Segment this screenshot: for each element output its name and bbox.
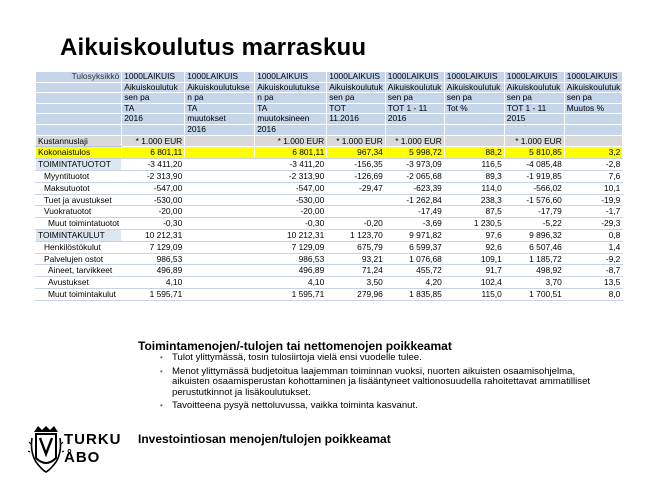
header-cell <box>504 124 564 135</box>
section-heading-investment: Investointiosan menojen/tulojen poikkeamat <box>138 432 391 446</box>
header-cell: Aikuiskoulutuk <box>385 82 444 93</box>
header-cell: sen pa <box>564 93 623 104</box>
header-cell: 1000LAIKUIS <box>185 72 255 83</box>
header-cell <box>122 124 185 135</box>
table-cell: 3,2 <box>564 147 623 159</box>
header-cell <box>327 124 386 135</box>
table-cell: 0,8 <box>564 229 623 241</box>
table-cell: -2 313,90 <box>122 170 185 182</box>
table-row <box>36 194 623 206</box>
table-cell: 114,0 <box>444 182 504 194</box>
table-cell: 10 212,31 <box>122 229 185 241</box>
table-cell: 6 599,37 <box>385 241 444 253</box>
unit-row <box>36 135 623 147</box>
header-cell <box>444 114 504 125</box>
table-cell: -1,7 <box>564 206 623 218</box>
table-cell: -2,8 <box>564 159 623 171</box>
table-cell: 91,7 <box>444 265 504 277</box>
logo-line-turku: TURKU <box>64 431 122 448</box>
bullet-icon: • <box>160 353 163 362</box>
table-cell: -156,35 <box>327 159 386 171</box>
table-row <box>36 253 623 265</box>
header-cell: Aikuiskoulutukse <box>185 82 255 93</box>
table-cell: 279,96 <box>327 288 386 300</box>
header-cell <box>564 124 623 135</box>
logo-line-abo: ÅBO <box>64 449 101 466</box>
header-cell: Tot % <box>444 103 504 114</box>
table-cell: -126,69 <box>327 170 386 182</box>
header-cell: Aikuiskoulutuk <box>444 82 504 93</box>
table-cell: -1 919,85 <box>504 170 564 182</box>
header-row-label <box>36 114 122 125</box>
table-cell: 6 801,11 <box>122 147 185 159</box>
table-cell: -3 973,09 <box>385 159 444 171</box>
unit-cell: * 1.000 EUR <box>327 135 386 147</box>
row-label: TOIMINTAKULUT <box>36 229 122 241</box>
header-cell: 1000LAIKUIS <box>564 72 623 83</box>
table-cell: 7,6 <box>564 170 623 182</box>
table-row <box>36 229 623 241</box>
table-cell: 88,2 <box>444 147 504 159</box>
unit-row-label: Kustannuslaji <box>36 135 122 147</box>
table-cell <box>185 277 255 289</box>
table-cell: 4,10 <box>122 277 185 289</box>
header-cell: muutokset <box>185 114 255 125</box>
table-cell <box>185 288 255 300</box>
row-label: Palvelujen ostot <box>36 253 122 265</box>
table-cell: -566,02 <box>504 182 564 194</box>
row-label: Myyntituotot <box>36 170 122 182</box>
header-cell: 1000LAIKUIS <box>122 72 185 83</box>
header-cell: TOT 1 - 11 <box>385 103 444 114</box>
table-cell: 10 212,31 <box>255 229 327 241</box>
table-cell: 3,70 <box>504 277 564 289</box>
header-cell: Aikuiskoulutuk <box>122 82 185 93</box>
header-cell: muutoksineen <box>255 114 327 125</box>
header-row-label: Tulosyksikkö <box>36 72 122 83</box>
table-row <box>36 147 623 159</box>
table-cell: -530,00 <box>255 194 327 206</box>
unit-cell: * 1.000 EUR <box>255 135 327 147</box>
header-cell: 1000LAIKUIS <box>255 72 327 83</box>
header-cell: 2015 <box>504 114 564 125</box>
section-heading-operating: Toimintamenojen/-tulojen tai nettomenojen poikkeamat <box>138 339 452 353</box>
table-cell: -29,3 <box>564 218 623 230</box>
row-label: Avustukset <box>36 277 122 289</box>
header-cell: TOT 1 - 11 <box>504 103 564 114</box>
bullet-text: Tavoitteena pysyä nettoluvussa, vaikka toiminta kasvanut. <box>172 400 418 412</box>
table-cell: 1 595,71 <box>255 288 327 300</box>
table-cell: 986,53 <box>122 253 185 265</box>
table-cell: 92,6 <box>444 241 504 253</box>
row-label: Vuokratuotot <box>36 206 122 218</box>
table-cell: 5 998,72 <box>385 147 444 159</box>
table-cell: 1 185,72 <box>504 253 564 265</box>
table-cell: -2 313,90 <box>255 170 327 182</box>
table-cell: 87,5 <box>444 206 504 218</box>
header-cell: sen pa <box>504 93 564 104</box>
header-cell: 2016 <box>385 114 444 125</box>
header-cell: sen pa <box>327 93 386 104</box>
table-cell: -20,00 <box>122 206 185 218</box>
table-row <box>36 241 623 253</box>
table-cell <box>185 265 255 277</box>
table-cell <box>327 206 386 218</box>
table-cell <box>185 241 255 253</box>
table-cell: -17,49 <box>385 206 444 218</box>
header-row-label <box>36 103 122 114</box>
header-cell: TA <box>122 103 185 114</box>
header-cell: 11.2016 <box>327 114 386 125</box>
table-header-row <box>36 93 623 104</box>
header-cell: sen pa <box>122 93 185 104</box>
table-header-row <box>36 114 623 125</box>
table-cell <box>185 159 255 171</box>
unit-cell <box>185 135 255 147</box>
table-cell: 3,50 <box>327 277 386 289</box>
table-cell: 967,34 <box>327 147 386 159</box>
unit-cell: * 1.000 EUR <box>385 135 444 147</box>
table-cell: -20,00 <box>255 206 327 218</box>
unit-cell <box>444 135 504 147</box>
table-cell: -530,00 <box>122 194 185 206</box>
row-label: Henkilöstökulut <box>36 241 122 253</box>
row-label: Maksutuotot <box>36 182 122 194</box>
header-cell: TA <box>255 103 327 114</box>
table-cell: 6 801,11 <box>255 147 327 159</box>
table-cell: 1 123,70 <box>327 229 386 241</box>
table-cell: 7 129,09 <box>122 241 185 253</box>
header-cell: 1000LAIKUIS <box>327 72 386 83</box>
table-cell: -9,2 <box>564 253 623 265</box>
table-row <box>36 206 623 218</box>
table-cell <box>185 170 255 182</box>
header-row-label <box>36 82 122 93</box>
table-cell: -2 065,68 <box>385 170 444 182</box>
table-cell: 4,20 <box>385 277 444 289</box>
header-cell: 1000LAIKUIS <box>385 72 444 83</box>
table-cell: -4 085,48 <box>504 159 564 171</box>
table-cell: -3 411,20 <box>122 159 185 171</box>
table-cell: 102,4 <box>444 277 504 289</box>
table-cell: 1 076,68 <box>385 253 444 265</box>
header-cell: 2016 <box>122 114 185 125</box>
table-cell <box>185 253 255 265</box>
table-cell: -547,00 <box>122 182 185 194</box>
table-cell: -623,39 <box>385 182 444 194</box>
unit-cell: * 1.000 EUR <box>122 135 185 147</box>
bullet-text: Tulot ylittymässä, tosin tulosiirtoja vielä ensi vuodelle tulee. <box>172 352 422 363</box>
table-cell: -0,30 <box>122 218 185 230</box>
table-cell: 498,92 <box>504 265 564 277</box>
logo-wordmark <box>64 431 122 467</box>
table-row <box>36 265 623 277</box>
table-cell: 8,0 <box>564 288 623 300</box>
unit-cell <box>564 135 623 147</box>
table-cell: 10,1 <box>564 182 623 194</box>
table-cell: 89,3 <box>444 170 504 182</box>
table-cell: 496,89 <box>255 265 327 277</box>
bullet-icon: • <box>160 401 163 411</box>
table-cell: -29,47 <box>327 182 386 194</box>
header-cell: Muutos % <box>564 103 623 114</box>
table-cell: 109,1 <box>444 253 504 265</box>
row-label: TOIMINTATUOTOT <box>36 159 122 171</box>
table-cell: -17,79 <box>504 206 564 218</box>
table-row <box>36 277 623 289</box>
bullet-item <box>160 367 600 399</box>
header-cell: Aikuiskoulutuk <box>327 82 386 93</box>
table-cell: 71,24 <box>327 265 386 277</box>
row-label: Aineet, tarvikkeet <box>36 265 122 277</box>
table-cell <box>185 194 255 206</box>
table-row <box>36 218 623 230</box>
header-cell: sen pa <box>444 93 504 104</box>
table-cell <box>185 182 255 194</box>
header-cell <box>444 124 504 135</box>
bullet-list <box>160 353 600 415</box>
bullet-item <box>160 353 600 364</box>
header-cell: 1000LAIKUIS <box>504 72 564 83</box>
budget-table <box>35 71 623 301</box>
header-cell <box>385 124 444 135</box>
table-cell: 13,5 <box>564 277 623 289</box>
row-label: Muut toimintatuotot <box>36 218 122 230</box>
bullet-item <box>160 401 600 412</box>
table-cell: 115,0 <box>444 288 504 300</box>
table-cell: 97,6 <box>444 229 504 241</box>
header-cell: n pa <box>255 93 327 104</box>
table-cell: 9 971,82 <box>385 229 444 241</box>
table-cell: 9 896,32 <box>504 229 564 241</box>
table-row <box>36 182 623 194</box>
header-cell: Aikuiskoulutukse <box>255 82 327 93</box>
table-cell <box>185 147 255 159</box>
row-label: Muut toimintakulut <box>36 288 122 300</box>
table-row <box>36 170 623 182</box>
table-cell: -0,20 <box>327 218 386 230</box>
table-cell: 1,4 <box>564 241 623 253</box>
table-header-row <box>36 72 623 83</box>
table-cell <box>327 194 386 206</box>
table-cell: 1 230,5 <box>444 218 504 230</box>
table-cell: -1 576,60 <box>504 194 564 206</box>
table-header-row <box>36 103 623 114</box>
header-cell <box>564 114 623 125</box>
table-row <box>36 159 623 171</box>
header-cell: n pa <box>185 93 255 104</box>
table-cell: 1 700,51 <box>504 288 564 300</box>
table-cell: -1 262,84 <box>385 194 444 206</box>
table-cell <box>185 229 255 241</box>
table-cell: -0,30 <box>255 218 327 230</box>
header-row-label <box>36 124 122 135</box>
table-cell: 6 507,46 <box>504 241 564 253</box>
bullet-text: Menot ylittymässä budjetoitua laajemman toiminnan vuoksi, nuorten aikuisten osaamisohjelma, aikuisten osaamisperustan kohottaminen ja lisääntyneet valtionosuudella rahoitettavat ammatilliset perustutkinnot ja lisäkoulutukset. <box>172 365 591 398</box>
page-title: Aikuiskoulutus marraskuu <box>60 34 367 61</box>
table-cell: -3 411,20 <box>255 159 327 171</box>
table-cell: 5 810,85 <box>504 147 564 159</box>
unit-cell: * 1.000 EUR <box>504 135 564 147</box>
header-row-label <box>36 93 122 104</box>
table-cell: -8,7 <box>564 265 623 277</box>
row-label: Tuet ja avustukset <box>36 194 122 206</box>
table-cell: 116,5 <box>444 159 504 171</box>
header-cell: Aikuiskoulutuk <box>504 82 564 93</box>
table-cell: 986,53 <box>255 253 327 265</box>
row-label: Kokonaistulos <box>36 147 122 159</box>
header-cell: TOT <box>327 103 386 114</box>
table-header-row <box>36 82 623 93</box>
table-cell: -547,00 <box>255 182 327 194</box>
table-cell: 1 835,85 <box>385 288 444 300</box>
table-cell: 675,79 <box>327 241 386 253</box>
table-row <box>36 288 623 300</box>
table-cell: 238,3 <box>444 194 504 206</box>
bullet-icon: • <box>160 366 163 376</box>
table-cell: -3,69 <box>385 218 444 230</box>
table-cell: 496,89 <box>122 265 185 277</box>
table-cell: -19,9 <box>564 194 623 206</box>
table-header-row <box>36 124 623 135</box>
table-cell: 455,72 <box>385 265 444 277</box>
table-cell: 1 595,71 <box>122 288 185 300</box>
header-cell: 2016 <box>255 124 327 135</box>
header-cell: Aikuiskoulutuk <box>564 82 623 93</box>
table-cell <box>185 206 255 218</box>
header-cell: sen pa <box>385 93 444 104</box>
header-cell: TA <box>185 103 255 114</box>
table-cell: 4,10 <box>255 277 327 289</box>
table-cell <box>185 218 255 230</box>
table-cell: 7 129,09 <box>255 241 327 253</box>
header-cell: 1000LAIKUIS <box>444 72 504 83</box>
table-cell: -5,22 <box>504 218 564 230</box>
table-cell: 93,21 <box>327 253 386 265</box>
header-cell: 2016 <box>185 124 255 135</box>
